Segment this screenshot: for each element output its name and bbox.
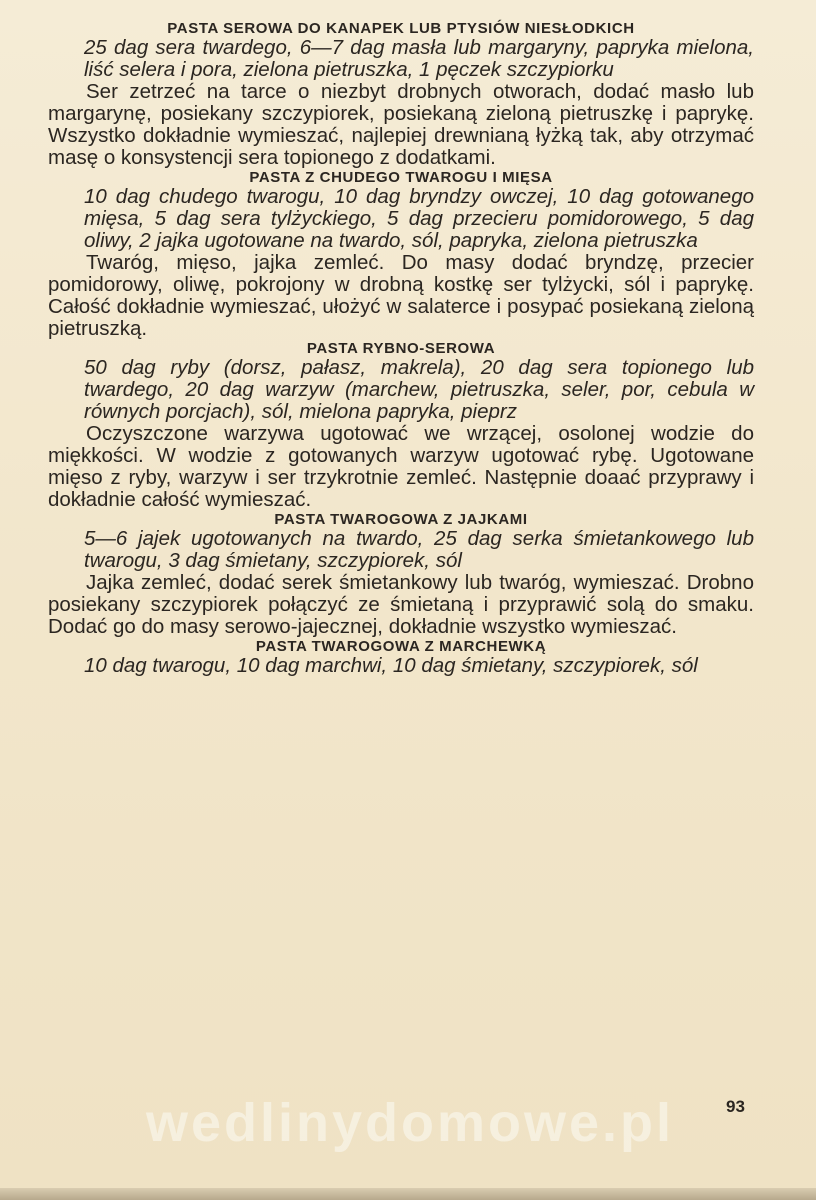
recipe-method: Twaróg, mięso, jajka zemleć. Do masy dodać bryndzę, przecier pomidorowy, oliwę, pokrojony w drobną kostkę ser tylżycki, sól i paprykę. Całość dokładnie wymieszać, ułożyć w salaterce i posypać posiekaną zieloną pietruszką. bbox=[48, 251, 754, 340]
recipe-pasta-serowa bbox=[48, 20, 754, 169]
page-content bbox=[48, 20, 754, 677]
recipe-title: PASTA Z CHUDEGO TWAROGU I MIĘSA bbox=[249, 169, 553, 186]
recipe-ingredients: 25 dag sera twardego, 6—7 dag masła lub margaryny, papryka mielona, liść selera i pora, zielona pietruszka, 1 pęczek szczypiorku bbox=[84, 36, 754, 81]
recipe-method: Oczyszczone warzywa ugotować we wrzącej, osolonej wodzie do miękkości. W wodzie z gotowanych warzyw ugotować rybę. Ugotowane mięso z ryby, warzyw i ser trzykrotnie zemleć. Następnie doaać przyprawy i dokładnie całość wymieszać. bbox=[48, 422, 754, 511]
recipe-pasta-z-chudego-twarogu bbox=[48, 169, 754, 340]
page-bottom-edge bbox=[0, 1188, 816, 1200]
recipe-ingredients: 5—6 jajek ugotowanych na twardo, 25 dag serka śmietankowego lub twarogu, 3 dag śmietany, szczypiorek, sól bbox=[84, 527, 754, 572]
recipe-ingredients: 50 dag ryby (dorsz, pałasz, makrela), 20 dag sera topionego lub twardego, 20 dag warzyw (marchew, pietruszka, seler, por, cebula w równych porcjach), sól, mielona papryka, pieprz bbox=[84, 356, 754, 423]
watermark: wedlinydomowe.pl bbox=[145, 1093, 675, 1153]
recipe-pasta-rybno-serowa bbox=[48, 340, 754, 511]
recipe-title: PASTA TWAROGOWA Z MARCHEWKĄ bbox=[255, 638, 547, 655]
recipe-ingredients: 10 dag chudego twarogu, 10 dag bryndzy owczej, 10 dag gotowanego mięsa, 5 dag sera tylżyckiego, 5 dag przecieru pomidorowego, 5 dag oliwy, 2 jajka ugotowane na twardo, sól, papryka, zielona pietruszka bbox=[84, 185, 754, 252]
recipe-ingredients: 10 dag twarogu, 10 dag marchwi, 10 dag śmietany, szczypiorek, sól bbox=[84, 654, 698, 677]
recipe-title: PASTA SEROWA DO KANAPEK LUB PTYSIÓW NIESŁODKICH bbox=[167, 20, 635, 37]
recipe-title: PASTA RYBNO-SEROWA bbox=[306, 340, 496, 357]
recipe-pasta-twarogowa-z-jajkami bbox=[48, 511, 754, 638]
recipe-method: Jajka zemleć, dodać serek śmietankowy lub twaróg, wymieszać. Drobno posiekany szczypiorek połączyć ze śmietaną i przyprawić solą do smaku. Dodać go do masy serowo-jajecznej, dokładnie wszystko wymieszać. bbox=[48, 571, 754, 638]
recipe-title: PASTA TWAROGOWA Z JAJKAMI bbox=[274, 511, 528, 528]
recipe-method: Ser zetrzeć na tarce o niezbyt drobnych otworach, dodać masło lub margarynę, posiekany szczypiorek, posiekaną zieloną pietruszkę i paprykę. Wszystko dokładnie wymieszać, najlepiej drewnianą łyżką tak, aby otrzymać masę o konsystencji sera topionego z dodatkami. bbox=[48, 80, 754, 169]
recipe-pasta-twarogowa-z-marchewka bbox=[48, 638, 754, 677]
page-number: 93 bbox=[726, 1097, 745, 1116]
